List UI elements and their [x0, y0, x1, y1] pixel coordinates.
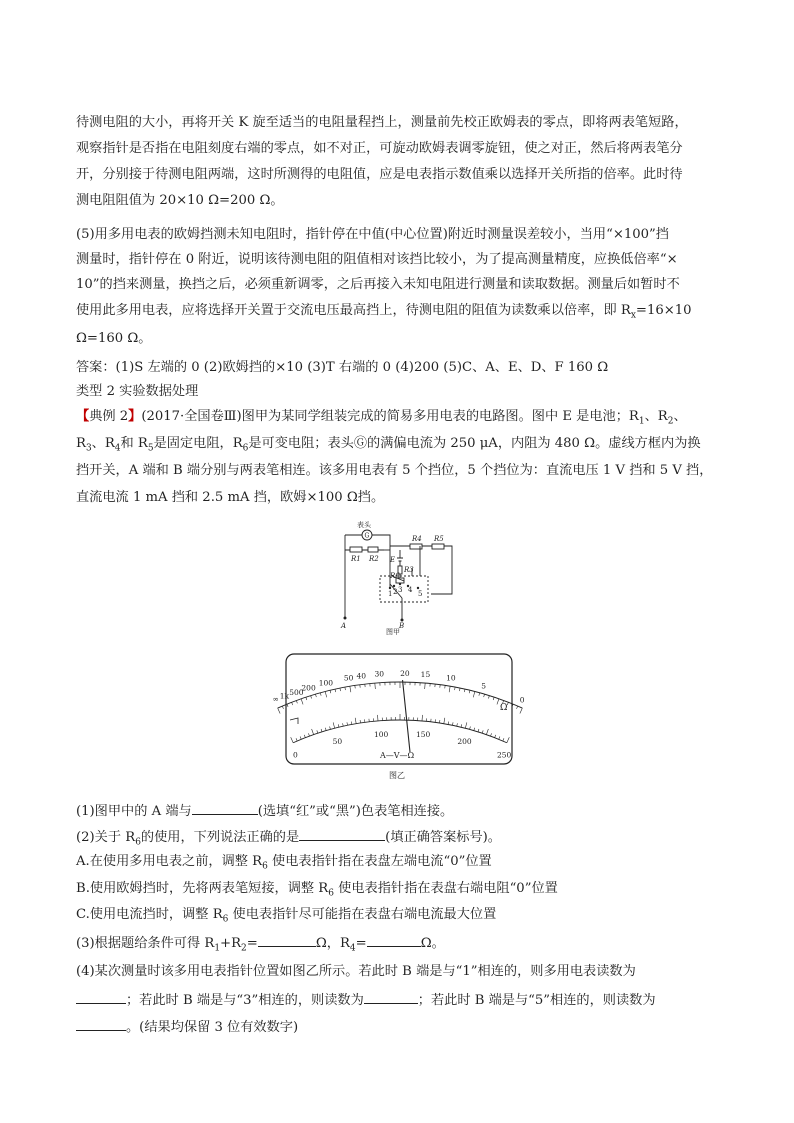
dc-scale-label: 0 — [293, 750, 298, 760]
example-label-open: 【 — [76, 409, 90, 424]
ohm-scale-label: 0 — [519, 695, 525, 705]
para2-line5: Ω=160 Ω。 — [76, 331, 152, 346]
answer-line: 答案：(1)S 左端的 0 (2)欧姆挡的×10 (3)T 右端的 0 (4)200 (5)C、A、E、D、F 160 Ω — [76, 360, 609, 375]
dc-scale-label: 200 — [457, 736, 472, 746]
dial-frame — [286, 654, 512, 764]
ohm-scale-label: 5 — [481, 681, 486, 691]
example-label: 典例 2 — [89, 409, 129, 424]
resistor-r2 — [368, 547, 378, 552]
ohm-scale-label: 10 — [446, 673, 456, 683]
r6-label: R6 — [390, 572, 400, 580]
figure-a-caption: 图甲 — [386, 628, 400, 636]
ohm-scale-label: 50 — [343, 673, 354, 683]
dc-scale-label: 150 — [415, 729, 431, 739]
para1-line1: 待测电阻的大小，再将开关 K 旋至适当的电阻量程挡上，测量前先校正欧姆表的零点，即将两表笔短路， — [76, 115, 688, 130]
para2-line2: 测量时，指针停在 0 附近，说明该待测电阻的阻值相对该挡比较小，为了提高测量精度，应换低倍率“× — [76, 252, 678, 267]
circuit-diagram — [330, 518, 470, 638]
question-3: (3)根据题给条件可得 $R_1+R_2= \Omega$，$R_4= \Omega$。 — [76, 933, 445, 952]
q2-blank[interactable] — [299, 827, 385, 841]
option-b: B.使用欧姆挡时，先将两表笔短接，调整 $R_6$ 使电表指针指在表盘右端电阻“0”位置 — [76, 881, 558, 899]
para1-line4: 测电阻阻值为 20×10 Ω=200 Ω。 — [76, 193, 284, 208]
option-a: A.在使用多用电表之前，调整 $R_6$ 使电表指针指在表盘左端电流“0”位置 — [76, 854, 492, 872]
question-2: (2)关于 $R_6$的使用，下列说法正确的是 (填正确答案标号)。 — [76, 827, 501, 846]
dial-mode: A—V—Ω — [380, 751, 415, 760]
galvanometer-letter: G — [364, 532, 370, 540]
ohm-scale-label: 15 — [420, 670, 431, 680]
q1-blank[interactable] — [192, 801, 258, 815]
dc-scale-label: 100 — [374, 729, 389, 739]
q4-blank-1[interactable] — [76, 990, 126, 1004]
question-1: (1)图甲中的 A 端与 (选填“红”或“黑”)色表笔相连接。 — [76, 801, 453, 820]
ohm-scale-label: 40 — [356, 671, 367, 681]
q3-blank-2[interactable] — [367, 933, 421, 947]
terminal-a: A — [341, 622, 347, 630]
question-4-line3: 。(结果均保留 3 位有效数字) — [76, 1017, 298, 1036]
dial-omega: Ω — [500, 703, 508, 713]
example-line3: 挡开关，A 端和 B 端分别与两表笔相连。该多用电表有 5 个挡位，5 个挡位为：直流电压 1 V 挡和 5 V 挡， — [76, 463, 713, 478]
r3-label: R3 — [404, 566, 414, 574]
meter-label: 表头 — [357, 521, 371, 529]
para2-line1: (5)用多用电表的欧姆挡测未知电阻时，指针停在中值(中心位置)附近时测量误差较小，当用“×100”挡 — [76, 227, 669, 242]
switch-1: 1 — [388, 590, 393, 598]
ohm-tick — [520, 708, 522, 713]
example-line4: 直流电流 1 mA 挡和 2.5 mA 挡，欧姆×100 Ω挡。 — [76, 490, 385, 505]
ohm-tick — [282, 706, 283, 709]
resistor-r5 — [432, 544, 444, 549]
type-heading: 类型 2 实验数据处理 — [76, 384, 199, 399]
example-line2: $R_3$、$R_4$和 $R_5$是固定电阻，$R_6$是可变电阻；表头Ⓖ的满偏电流为 250 μA，内阻为 480 Ω。虚线方框内为换 — [76, 436, 701, 454]
dc-scale-label: 50 — [332, 736, 343, 746]
question-4-line1: (4)某次测量时该多用电表指针位置如图乙所示。若此时 B 端是与“1”相连的，则多用电表读数为 — [76, 964, 636, 979]
ohm-scale-label: 20 — [400, 669, 410, 679]
r1-label: R1 — [351, 555, 361, 563]
switch-2: 2 — [393, 588, 398, 596]
ohm-scale-label: 100 — [318, 678, 334, 688]
resistor-r1 — [350, 547, 362, 552]
ohm-scale-label: ∞ — [272, 694, 279, 704]
q4-blank-2[interactable] — [364, 990, 418, 1004]
ohm-tick — [278, 708, 280, 713]
r4-label: R4 — [412, 535, 422, 543]
q3-blank-1[interactable] — [258, 933, 316, 947]
ohm-scale-label: 1k — [279, 691, 290, 701]
dc-scale-label: 250 — [496, 750, 512, 760]
e-label: E — [390, 556, 396, 564]
ohm-scale-label: 200 — [301, 683, 316, 693]
r2-label: R2 — [369, 555, 379, 563]
terminal-b: B — [399, 622, 405, 630]
para2-line4: 使用此多用电表，应将选择开关置于交流电压最高挡上，待测电阻的阻值为读数乘以倍率，即 $R_x=16\times 10$ — [76, 303, 692, 321]
para1-line3: 开，分别接于待测电阻两端，这时所测得的电阻值，应是电表指示数值乘以选择开关所指的倍率。此时待 — [76, 167, 683, 182]
switch-5: 5 — [418, 590, 423, 598]
question-4-line2: ；若此时 B 端是与“3”相连的，则读数为 ；若此时 B 端是与“5”相连的，则读数为 — [76, 990, 656, 1009]
q4-blank-3[interactable] — [76, 1017, 126, 1031]
switch-4: 4 — [408, 586, 413, 594]
ohm-scale-label: 500 — [289, 687, 304, 697]
example-label-close: 】 — [128, 409, 142, 424]
switch-3: 3 — [398, 586, 403, 594]
para2-line3: 10”的挡来测量，换挡之后，必须重新调零，之后再接入未知电阻进行测量和读取数据。测量后如暂时不 — [76, 277, 680, 292]
example-line1: 【典例 2】(2017·全国卷Ⅲ)图甲为某同学组装完成的简易多用电表的电路图。图中 E 是电池；$R_1$、$R_2$、 — [76, 409, 687, 427]
ohm-tick — [517, 706, 518, 709]
para1-line2: 观察指针是否指在电阻刻度右端的零点，如不对正，可旋动欧姆表调零旋钮，使之对正，然后将两表笔分 — [76, 141, 683, 156]
option-c: C.使用电流挡时，调整 $R_6$ 使电表指针尽可能指在表盘右端电流最大位置 — [76, 907, 497, 925]
figure-b-caption: 图乙 — [389, 771, 405, 780]
meter-dial — [272, 652, 525, 780]
ohm-scale-label: 30 — [374, 669, 384, 679]
r5-label: R5 — [434, 535, 444, 543]
